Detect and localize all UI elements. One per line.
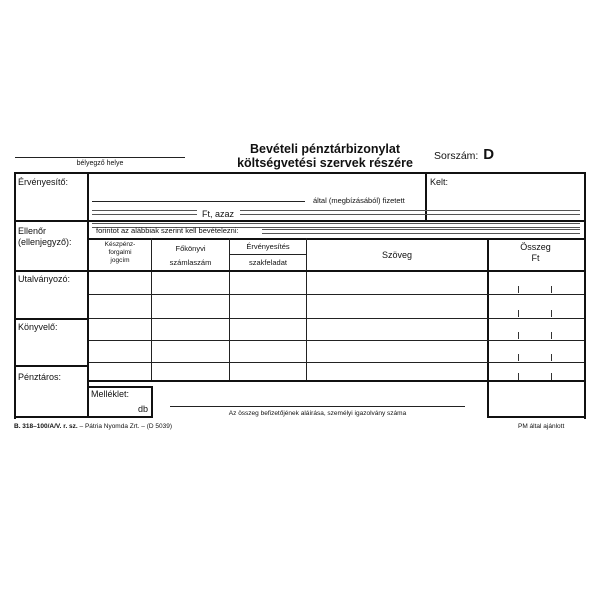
row-divider-1 bbox=[14, 220, 584, 222]
melleklet-bottom bbox=[14, 416, 153, 418]
header-szoveg: Szöveg bbox=[381, 250, 413, 260]
ervenyesites-split bbox=[230, 254, 306, 255]
label-ellenor bbox=[18, 226, 72, 248]
amount-tick bbox=[551, 354, 552, 361]
amount-tick bbox=[551, 310, 552, 317]
amount-underline bbox=[92, 210, 197, 215]
table-top bbox=[87, 238, 584, 240]
total-box-bottom bbox=[487, 416, 584, 418]
header-osszeg bbox=[489, 242, 582, 264]
header-fokonyvi-2: számlaszám bbox=[169, 258, 212, 267]
amount-tick bbox=[518, 286, 519, 293]
forintot-underline bbox=[262, 229, 580, 234]
table-row-line-2 bbox=[89, 318, 584, 319]
forintot-text: forintot az alábbiak szerint kell bevételezni: bbox=[96, 226, 239, 235]
footer-right: PM által ajánlott bbox=[518, 423, 565, 430]
col-line-4 bbox=[487, 238, 489, 417]
amount-words-underline bbox=[240, 210, 580, 215]
header-jogcim-2: forgalmi bbox=[108, 249, 132, 256]
stamp-line bbox=[15, 157, 185, 158]
signature-line[interactable] bbox=[170, 406, 465, 407]
title-line-1: Bevételi pénztárbizonylat bbox=[249, 142, 401, 156]
footer-left bbox=[14, 423, 172, 431]
header-jogcim-3: jogcím bbox=[110, 257, 130, 264]
serial-letter: D bbox=[483, 146, 495, 163]
label-ellenor-1: Ellenőr bbox=[18, 226, 47, 236]
melleklet-right bbox=[151, 386, 153, 417]
label-utalvanyozo: Utalványozó: bbox=[18, 274, 71, 284]
amount-tick bbox=[518, 373, 519, 380]
header-ervenyesites: Érvényesítés bbox=[246, 242, 290, 251]
title-line-2: költségvetési szervek részére bbox=[237, 156, 413, 170]
label-melleklet: Melléklet: bbox=[91, 389, 130, 399]
payer-line[interactable] bbox=[92, 201, 305, 202]
label-ervenyesito: Érvényesítő: bbox=[18, 177, 69, 187]
stamp-label: bélyegző helye bbox=[76, 160, 124, 167]
amount-tick bbox=[518, 332, 519, 339]
header-szakfeladat: szakfeladat bbox=[249, 258, 287, 267]
label-ellenor-2: (ellenjegyző): bbox=[18, 237, 72, 247]
label-divider-utalvanyozo bbox=[14, 270, 87, 272]
header-fokonyvi-1: Főkönyvi bbox=[175, 244, 206, 253]
label-divider-konyvelo bbox=[14, 318, 87, 320]
table-row-line-4 bbox=[89, 362, 584, 363]
altal-fizetett: által (megbízásából) fizetett bbox=[313, 196, 405, 205]
label-konyvelo: Könyvelő: bbox=[18, 322, 58, 332]
amount-tick bbox=[518, 310, 519, 317]
serial-label: Sorszám: bbox=[434, 150, 479, 162]
amount-tick bbox=[551, 332, 552, 339]
table-row-line-1 bbox=[89, 294, 584, 295]
table-bottom bbox=[87, 380, 584, 382]
signature-caption: Az összeg befizetőjének aláírása, személyi igazolvány száma bbox=[228, 410, 407, 417]
form-title bbox=[200, 142, 450, 170]
ft-azaz: Ft, azaz bbox=[202, 209, 235, 219]
footer-printer: – Pátria Nyomda Zrt. – (D 5039) bbox=[77, 423, 173, 430]
header-fokonyvi bbox=[152, 244, 229, 267]
label-divider-penztaros bbox=[14, 365, 87, 367]
label-db: db bbox=[138, 404, 149, 414]
table-header-bottom bbox=[87, 270, 584, 272]
footer-code: B. 318–100/A/V. r. sz. bbox=[14, 423, 78, 430]
table-row-line-3 bbox=[89, 340, 584, 341]
header-osszeg-1: Összeg bbox=[520, 242, 551, 252]
header-osszeg-2: Ft bbox=[531, 253, 540, 263]
melleklet-top bbox=[87, 386, 153, 388]
amount-tick bbox=[551, 286, 552, 293]
label-penztaros: Pénztáros: bbox=[18, 372, 62, 382]
header-jogcim-1: Készpénz- bbox=[104, 241, 136, 248]
amount-tick bbox=[551, 373, 552, 380]
header-jogcim bbox=[90, 241, 150, 265]
serial-number bbox=[434, 146, 494, 163]
amount-tick bbox=[518, 354, 519, 361]
label-kelt: Kelt: bbox=[430, 177, 449, 187]
